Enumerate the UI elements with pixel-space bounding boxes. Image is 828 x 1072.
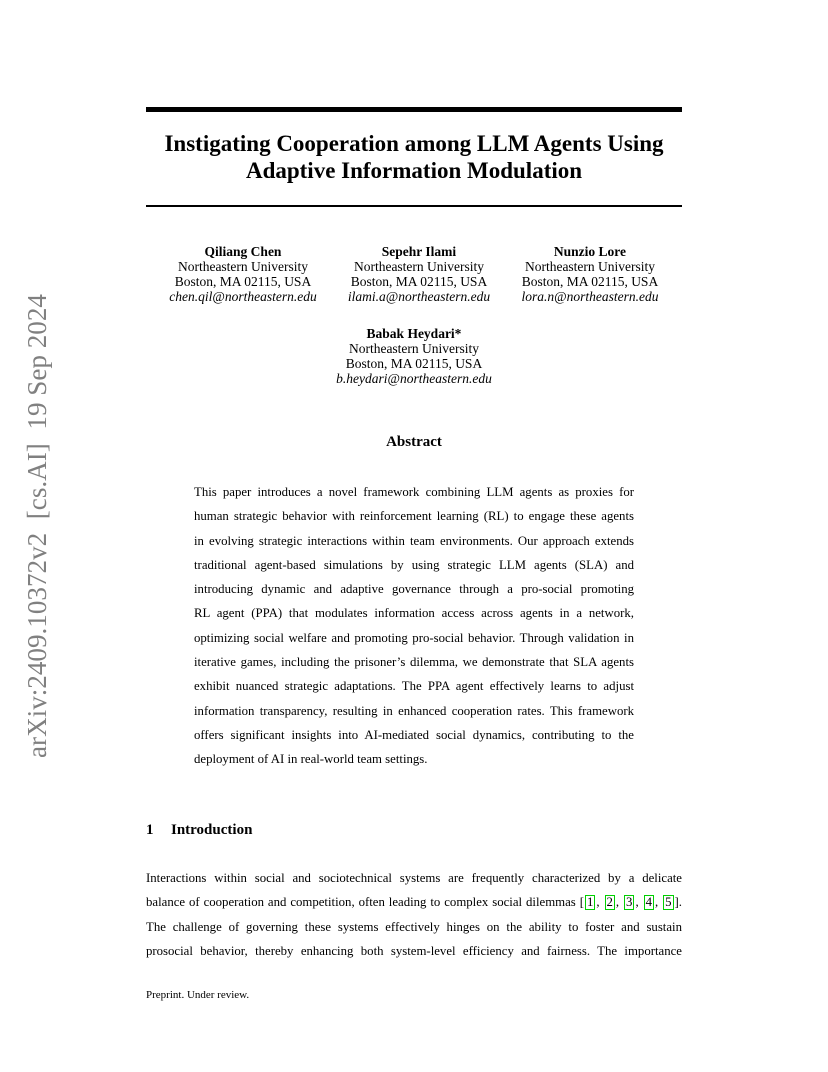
section-number: 1 [146,822,154,838]
author-name: Nunzio Lore [553,244,627,259]
section-heading [146,820,252,840]
abstract-line: in evolving strategic interactions within team environments. Our approach extends [194,533,634,548]
author-name: Babak Heydari* [366,326,462,341]
author-email: lora.n@northeastern.edu [521,289,659,304]
abstract-line: offers significant insights into AI-mediated social dynamics, contributing to the [194,727,634,742]
abstract-line: deployment of AI in real-world team settings. [194,752,428,767]
title-line-1: Instigating Cooperation among LLM Agents Using [164,131,664,156]
abstract-line: information transparency, resulting in enhanced cooperation rates. This framework [194,703,634,718]
title-line-2: Adaptive Information Modulation [245,158,583,183]
paper-title [146,130,682,184]
abstract-line: human strategic behavior with reinforcement learning (RL) to engage these agents [194,509,634,524]
title-rule [146,205,682,207]
abstract-line: introducing dynamic and adaptive governance through a pro-social promoting [194,582,634,597]
abstract-heading: Abstract [386,434,442,450]
abstract-body [194,480,634,772]
author-affiliation: Northeastern University [177,259,309,274]
citation-link[interactable]: 5 [665,895,672,910]
author-address: Boston, MA 02115, USA [174,274,312,289]
author-name: Qiliang Chen [204,244,282,259]
citation-link[interactable]: 3 [626,895,633,910]
author-address: Boston, MA 02115, USA [521,274,659,289]
citation-link[interactable]: 4 [645,895,652,910]
arxiv-stamp [20,294,54,758]
intro-paragraph [146,866,682,963]
abstract-line: RL agent (PPA) that modulates information access across agents in a network, [194,606,634,621]
arxiv-stamp-svg [20,294,54,758]
abstract-line: iterative games, including the prisoner’s dilemma, we demonstrate that SLA agents [194,655,634,670]
abstract-line: traditional agent-based simulations by using strategic LLM agents (SLA) and [194,557,634,572]
citation-link[interactable]: 2 [606,895,613,910]
abstract-line: optimizing social welfare and promoting pro-social behavior. Through validation in [194,630,634,645]
author-block [148,244,338,304]
citation-link[interactable]: 1 [586,895,594,910]
author-block [495,244,685,304]
author-block [319,326,509,386]
author-address: Boston, MA 02115, USA [350,274,488,289]
author-affiliation: Northeastern University [524,259,656,274]
abstract-line: This paper introduces a novel framework combining LLM agents as proxies for [194,485,634,499]
section-title: Introduction [171,822,253,838]
intro-line: The challenge of governing these systems effectively hinges on the ability to foster and sustain [146,919,682,934]
intro-line: Interactions within social and sociotechnical systems are frequently characterized by a delicate [146,871,682,885]
intro-text: ]. [674,895,682,910]
abstract-line: exhibit nuanced strategic adaptations. The PPA agent effectively learns to adjust [194,679,634,694]
arxiv-stamp-text: arXiv:2409.10372v2 [cs.AI] 19 Sep 2024 [22,296,52,758]
intro-line: prosocial behavior, thereby enhancing both system-level efficiency and fairness. The importance [146,943,682,958]
author-address: Boston, MA 02115, USA [345,356,483,371]
author-email: chen.qil@northeastern.edu [169,289,317,304]
footer-note: Preprint. Under review. [146,989,250,1001]
author-email: ilami.a@northeastern.edu [347,289,491,304]
intro-text: balance of cooperation and competition, often leading to complex social dilemmas [ [146,895,584,910]
author-name: Sepehr Ilami [381,244,457,259]
author-block [324,244,514,304]
author-affiliation: Northeastern University [348,341,480,356]
top-rule [146,107,682,112]
intro-line: balance of cooperation and competition, often leading to complex social dilemmas [ 1 , 2 , 3 , 4 , 5 ]. [146,895,682,910]
author-affiliation: Northeastern University [353,259,485,274]
author-email: b.heydari@northeastern.edu [336,371,492,386]
